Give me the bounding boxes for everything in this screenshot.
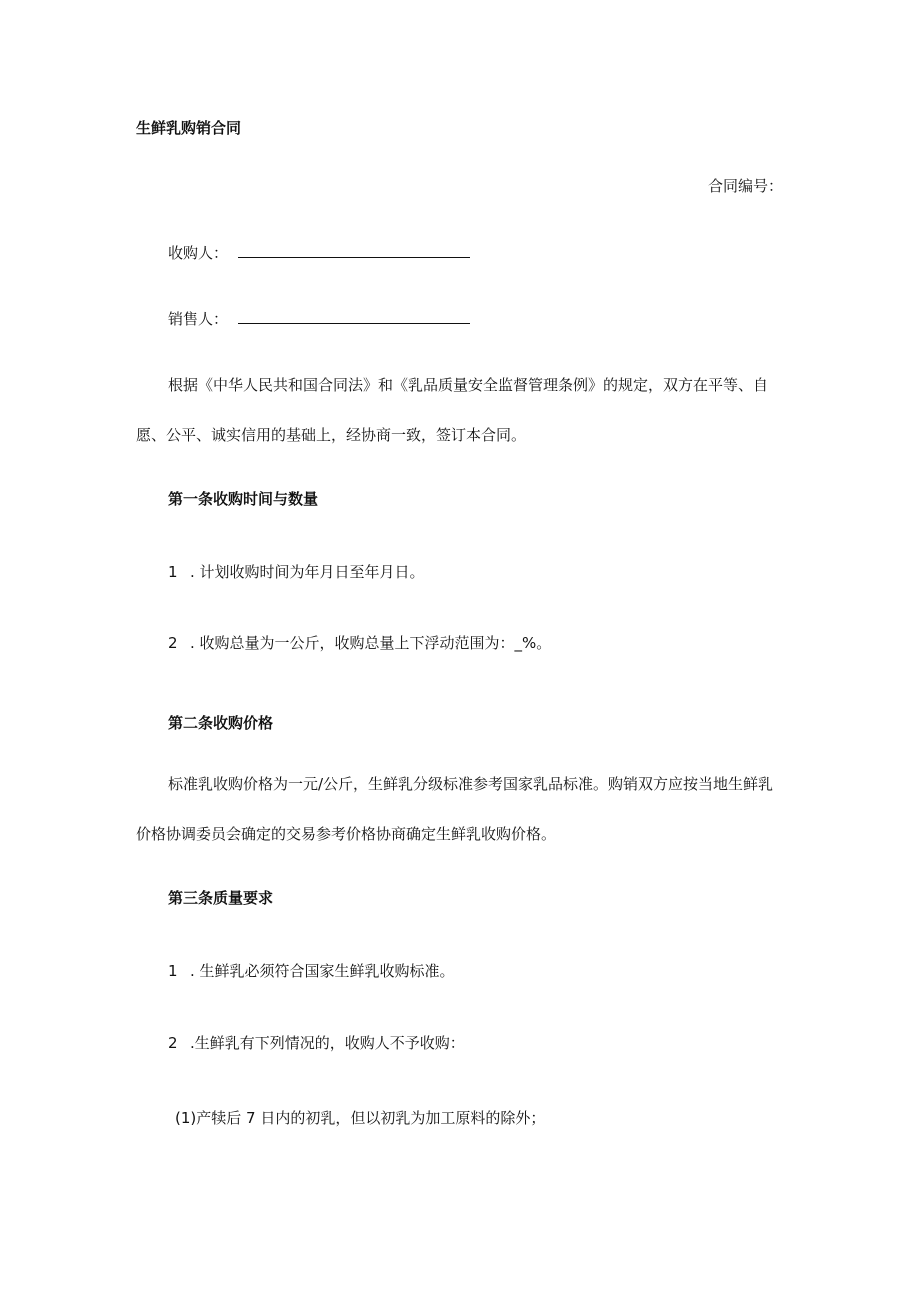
item-text: .生鲜乳有下列情况的，收购人不予收购：: [190, 1034, 465, 1052]
buyer-blank-line: [238, 243, 470, 258]
item-text: . 生鲜乳必须符合国家生鲜乳收购标准。: [190, 962, 455, 980]
buyer-label: 收购人：: [168, 244, 229, 262]
article-1-item-1: [168, 562, 425, 582]
document-title: 生鲜乳购销合同: [136, 119, 242, 137]
article-2-heading: 第二条收购价格: [168, 714, 274, 732]
seller-row: [168, 309, 470, 329]
buyer-row: [168, 243, 470, 263]
item-number: 1: [168, 563, 178, 581]
contract-number-label: 合同编号：: [707, 177, 783, 195]
preamble-line-1: 根据《中华人民共和国合同法》和《乳品质量安全监督管理条例》的规定，双方在平等、自: [168, 376, 769, 394]
item-number: 1: [168, 962, 178, 980]
article-3-subitem-1: (1)产犊后 7 日内的初乳，但以初乳为加工原料的除外；: [175, 1109, 546, 1127]
article-2-line-2: 价格协调委员会确定的交易参考价格协商确定生鲜乳收购价格。: [136, 825, 557, 843]
article-2-line-1: 标准乳收购价格为一元/公斤，生鲜乳分级标准参考国家乳品标准。购销双方应按当地生鲜乳: [168, 775, 774, 793]
article-3-item-2: [168, 1033, 465, 1053]
article-1-item-2: [168, 633, 551, 653]
article-3-item-1: [168, 961, 455, 981]
item-text: . 计划收购时间为年月日至年月日。: [190, 563, 425, 581]
item-number: 2: [168, 634, 178, 652]
seller-label: 销售人：: [168, 310, 229, 328]
seller-blank-line: [238, 309, 470, 324]
article-1-heading: 第一条收购时间与数量: [168, 490, 319, 508]
item-text: . 收购总量为一公斤，收购总量上下浮动范围为：_%。: [190, 634, 552, 652]
article-3-heading: 第三条质量要求: [168, 889, 274, 907]
preamble-line-2: 愿、公平、诚实信用的基础上，经协商一致，签订本合同。: [136, 426, 527, 444]
item-number: 2: [168, 1034, 178, 1052]
